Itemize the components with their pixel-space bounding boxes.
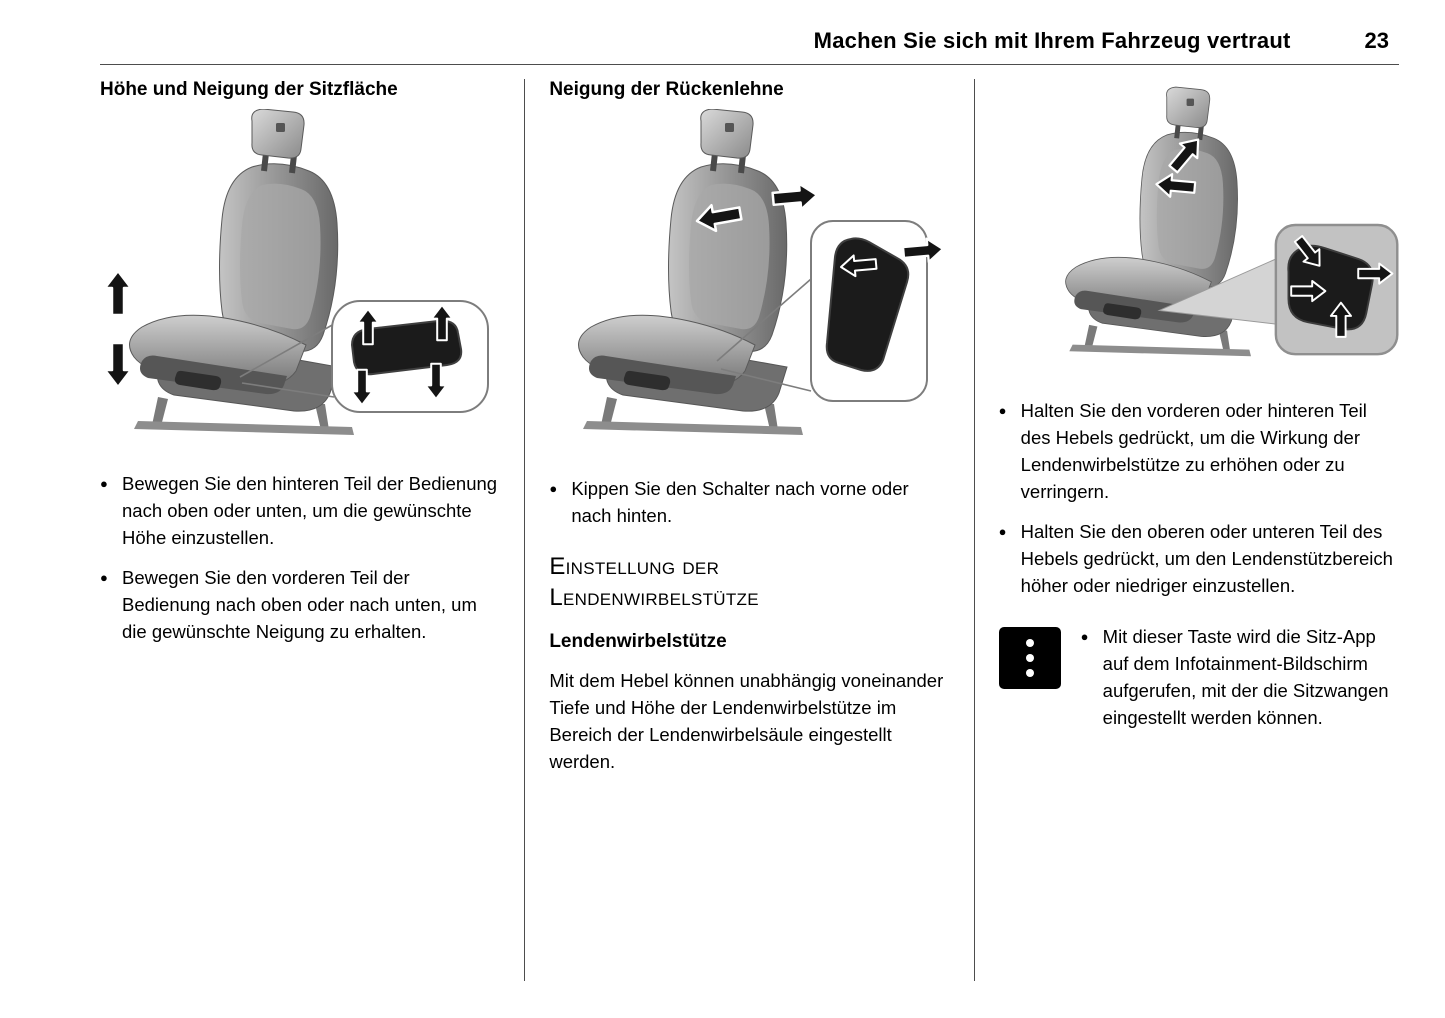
lumbar-support-svg <box>999 79 1407 371</box>
column1-heading: Höhe und Neigung der Sitzfläche <box>100 79 398 100</box>
page-number: 23 <box>1364 28 1389 53</box>
car-seat-image <box>130 109 355 435</box>
list-item <box>1081 623 1399 731</box>
list-item <box>999 397 1399 505</box>
dot-icon <box>1026 669 1034 677</box>
bullet-text: ● Halten Sie den oberen oder unteren Teil des Hebels gedrückt, um den Lendenstützbereich höher oder niedriger einzustellen. <box>1020 521 1393 596</box>
bullet-text: ● Kippen Sie den Schalter nach vorne oder nach hinten. <box>571 478 909 526</box>
section-heading-lumbar: Einstellung der Lendenwirbelstütze <box>549 553 759 611</box>
seat-app-row <box>999 623 1399 731</box>
down-arrow-icon <box>105 343 131 387</box>
bullet-text: ● Halten Sie den vorderen oder hinteren Teil des Hebels gedrückt, um die Wirkung der Lendenwirbelstütze zu erhöhen oder zu verringern. <box>1020 400 1367 502</box>
backrest-recline-svg <box>549 109 949 449</box>
list-item <box>549 475 949 529</box>
backrest-recline-illustration <box>549 109 949 449</box>
lumbar-subheading: Lendenwirbelstütze <box>549 631 727 652</box>
page-header <box>100 28 1399 65</box>
dot-icon <box>1026 639 1034 647</box>
dot-icon <box>1026 654 1034 662</box>
page-title: Machen Sie sich mit Ihrem Fahrzeug vertraut <box>813 28 1291 53</box>
list-item <box>100 564 500 645</box>
seat-app-button-icon <box>999 627 1061 689</box>
list-item <box>999 518 1399 599</box>
column-seat-height <box>100 79 524 981</box>
seat-height-illustration <box>100 109 500 444</box>
content-columns <box>100 79 1399 981</box>
lumbar-paragraph: Mit dem Hebel können unabhängig voneinander Tiefe und Höhe der Lendenwirbelstütze im Bereich der Lendenwirbelsäule eingestellt werden. <box>549 670 944 772</box>
bullet-text: ● Bewegen Sie den hinteren Teil der Bedienung nach oben oder unten, um die gewünschte Höhe einzustellen. <box>122 473 498 548</box>
up-arrow-icon <box>105 271 131 315</box>
lumbar-support-illustration <box>999 79 1399 371</box>
column-backrest <box>525 79 973 981</box>
car-seat-image <box>579 109 804 435</box>
column-lumbar <box>975 79 1399 981</box>
seat-height-svg <box>100 109 500 444</box>
column2-heading: Neigung der Rückenlehne <box>549 79 784 100</box>
bullet-text: ● Bewegen Sie den vorderen Teil der Bedienung nach oben oder nach unten, um die gewünschte Neigung zu erhalten. <box>122 567 477 642</box>
list-item <box>100 470 500 551</box>
bullet-text: ● Mit dieser Taste wird die Sitz-App auf dem Infotainment-Bildschirm aufgerufen, mit der die Sitzwangen eingestellt werden können. <box>1102 626 1389 728</box>
